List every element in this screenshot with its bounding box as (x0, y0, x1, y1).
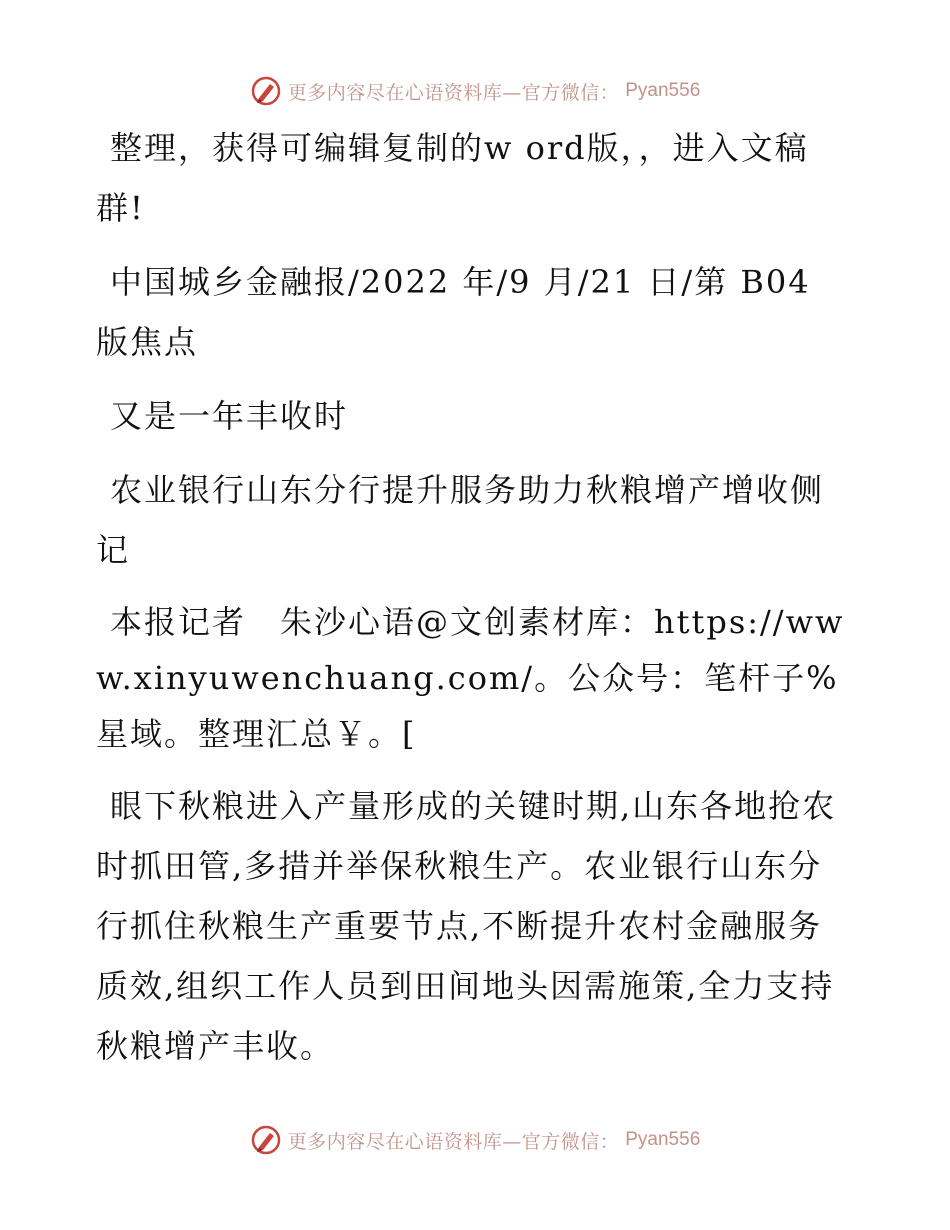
paragraph-source: 中国城乡金融报/2022 年/9 月/21 日/第 B04 版焦点 (96, 263, 811, 361)
paragraph-body: 眼下秋粮进入产量形成的关键时期,山东各地抢农时抓田管,多措并举保秋粮生产。农业银行山东分行抓住秋粮生产重要节点,不断提升农村金融服务质效,组织工作人员到田间地头因需施策,全力支持秋粮增产丰收。 (96, 787, 837, 1065)
document-body (96, 118, 856, 1076)
header-watermark (0, 71, 950, 111)
pen-logo-icon (250, 75, 282, 107)
watermark-handle: Pyan556 (625, 1129, 701, 1150)
footer-watermark (0, 1120, 950, 1160)
paragraph-byline: 本报记者 朱沙心语@文创素材库：https://www.xinyuwenchuang.com/。公众号：笔杆子%星域。整理汇总￥。[ (96, 603, 845, 753)
paragraph-intro: 整理，获得可编辑复制的w ord版，，进入文稿群! (96, 129, 809, 227)
article-subtitle: 农业银行山东分行提升服务助力秋粮增产增收侧记 (96, 471, 825, 569)
watermark-handle: Pyan556 (625, 80, 701, 101)
article-title: 又是一年丰收时 (110, 397, 349, 435)
watermark-text: 更多内容尽在心语资料库—官方微信： (287, 81, 620, 104)
watermark-text: 更多内容尽在心语资料库—官方微信： (287, 1130, 620, 1153)
pen-logo-icon (250, 1124, 282, 1156)
